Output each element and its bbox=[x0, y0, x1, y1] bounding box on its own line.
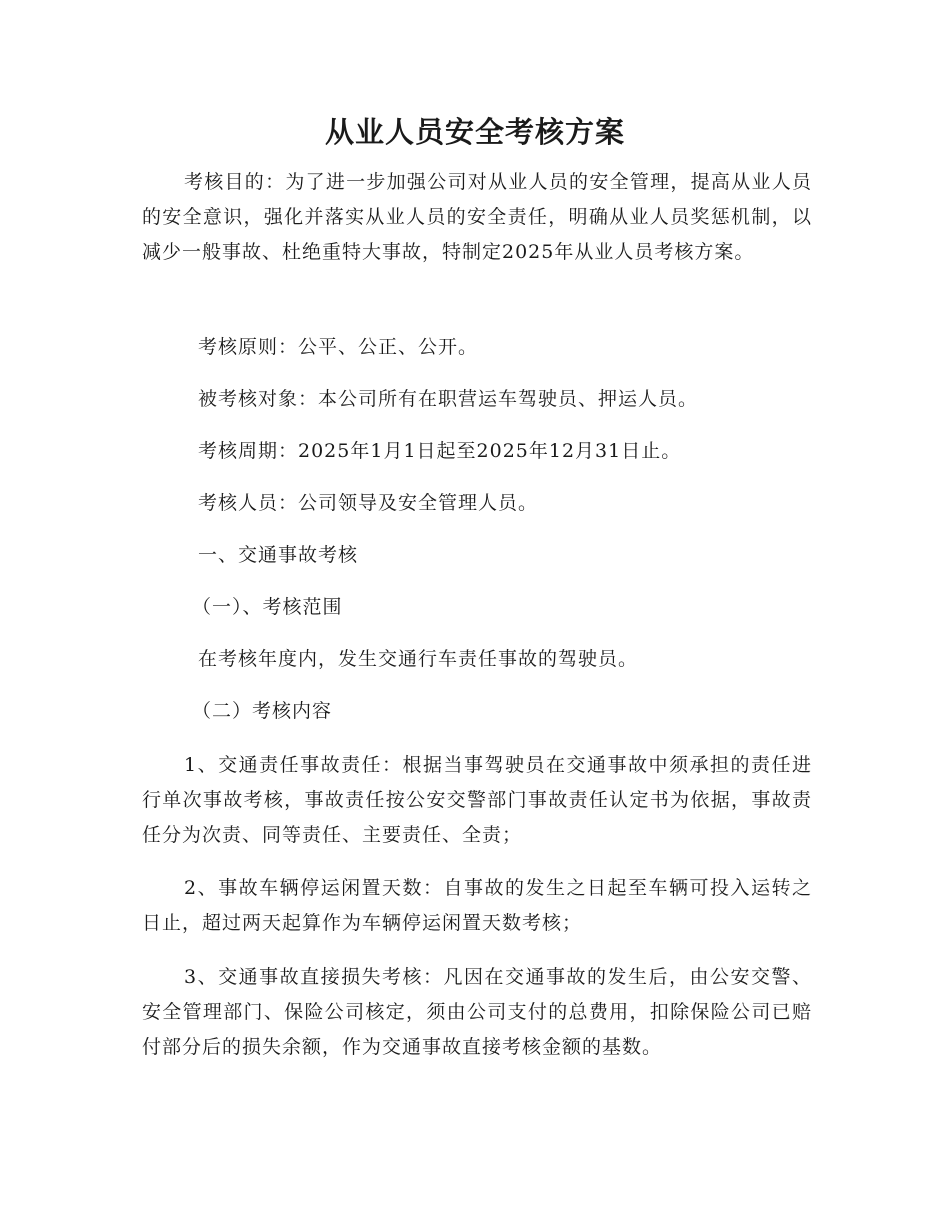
item1-paragraph: 1、交通责任事故责任：根据当事驾驶员在交通事故中须承担的责任进行单次事故考核，事故责任按公安交警部门事故责任认定书为依据，事故责任分为次责、同等责任、主要责任、全责； bbox=[142, 754, 812, 846]
item3-paragraph: 3、交通事故直接损失考核：凡因在交通事故的发生后，由公安交警、安全管理部门、保险公司核定，须由公司支付的总费用，扣除保险公司已赔付部分后的损失余额，作为交通事故直接考核金额的基数。 bbox=[142, 966, 812, 1058]
subjects-line: 被考核对象：本公司所有在职营运车驾驶员、押运人员。 bbox=[198, 388, 699, 410]
item2-paragraph: 2、事故车辆停运闲置天数：自事故的发生之日起至车辆可投入运转之日止，超过两天起算作为车辆停运闲置天数考核； bbox=[142, 877, 812, 934]
assessors-line: 考核人员：公司领导及安全管理人员。 bbox=[198, 492, 539, 514]
scope-text: 在考核年度内，发生交通行车责任事故的驾驶员。 bbox=[198, 648, 639, 670]
subsection2-heading: （二）考核内容 bbox=[192, 700, 333, 722]
principle-line: 考核原则：公平、公正、公开。 bbox=[198, 336, 479, 358]
document-title: 从业人员安全考核方案 bbox=[324, 115, 625, 149]
subsection1-heading: （一）、考核范围 bbox=[192, 596, 343, 618]
period-line: 考核周期：2025年1月1日起至2025年12月31日止。 bbox=[198, 440, 682, 462]
section1-heading: 一、交通事故考核 bbox=[198, 544, 359, 566]
purpose-paragraph: 考核目的：为了进一步加强公司对从业人员的安全管理，提高从业人员的安全意识，强化并落实从业人员的安全责任，明确从业人员奖惩机制，以减少一般事故、杜绝重特大事故，特制定2025年从业人员考核方案。 bbox=[142, 171, 812, 263]
